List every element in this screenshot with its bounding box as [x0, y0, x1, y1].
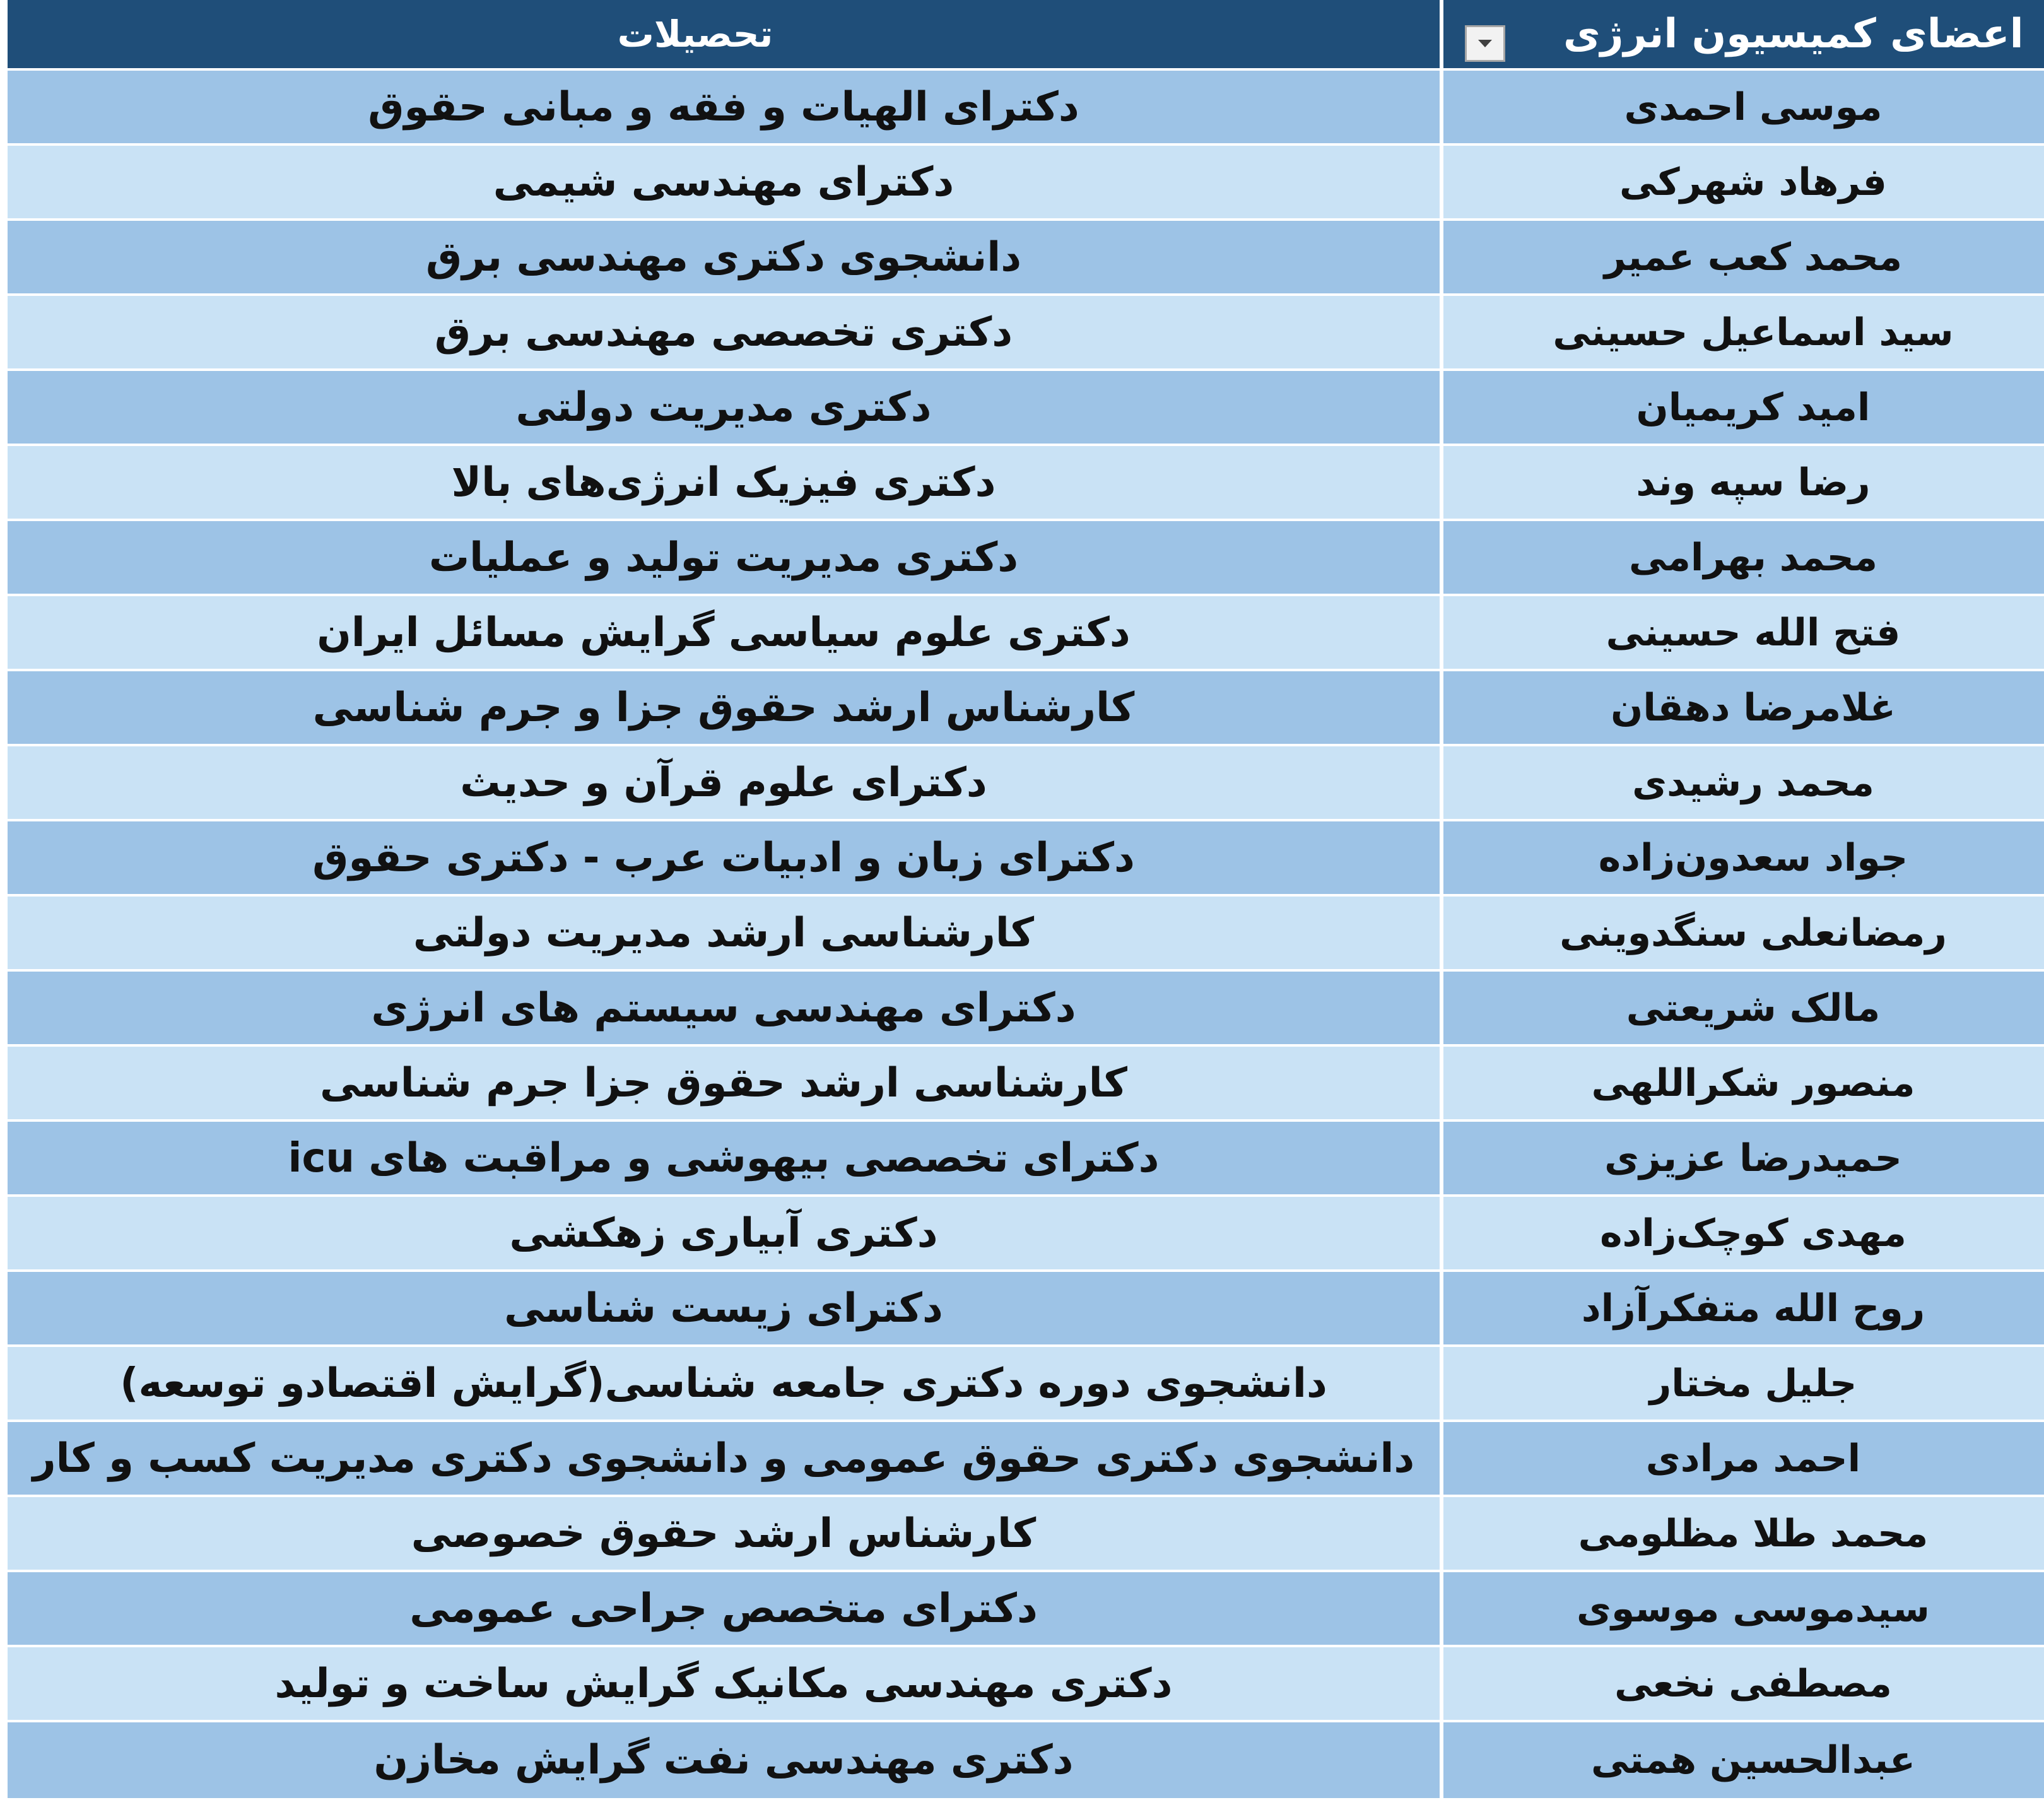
- education-cell[interactable]: دکتری تخصصی مهندسی برق: [434, 309, 1013, 356]
- table-row: [8, 1570, 2044, 1645]
- education-cell[interactable]: دکتری مهندسی مکانیک گرایش ساخت و تولید: [274, 1660, 1173, 1707]
- education-cell[interactable]: دکترای مهندسی سیستم های انرژی: [371, 984, 1076, 1032]
- table-row: [8, 1645, 2044, 1720]
- education-cell[interactable]: دکترای زیست شناسی: [504, 1285, 943, 1332]
- member-name-cell[interactable]: محمد کعب عمیر: [1440, 221, 2044, 293]
- member-name-cell[interactable]: محمد بهرامی: [1440, 521, 2044, 594]
- table-row: [8, 1194, 2044, 1269]
- table-row: [8, 1420, 2044, 1495]
- education-cell[interactable]: دکترای مهندسی شیمی: [493, 158, 954, 206]
- education-cell[interactable]: دکترای زبان و ادبیات عرب - دکتری حقوق: [312, 834, 1135, 881]
- member-name-cell[interactable]: روح الله متفکرآزاد: [1440, 1272, 2044, 1344]
- dropdown-arrow-icon: [1477, 38, 1493, 49]
- table-row: [8, 143, 2044, 218]
- member-name-cell[interactable]: مصطفی نخعی: [1440, 1647, 2044, 1720]
- member-name-cell[interactable]: غلامرضا دهقان: [1440, 671, 2044, 744]
- table-row: [8, 594, 2044, 669]
- table-row: [8, 894, 2044, 969]
- table-row: [8, 1044, 2044, 1119]
- member-name-cell[interactable]: مهدی کوچک‌زاده: [1440, 1197, 2044, 1269]
- table-row: [8, 68, 2044, 143]
- education-cell[interactable]: کارشناس ارشد حقوق خصوصی: [411, 1510, 1037, 1557]
- education-cell[interactable]: کارشناس ارشد حقوق جزا و جرم شناسی: [312, 684, 1135, 731]
- member-name-cell[interactable]: رضا سپه وند: [1440, 446, 2044, 519]
- education-column-label: تحصیلات: [617, 13, 773, 56]
- table-row: [8, 969, 2044, 1044]
- table-row: [8, 444, 2044, 519]
- education-cell[interactable]: دکتری آبیاری زهکشی: [509, 1209, 938, 1257]
- member-name-cell[interactable]: امید کریمیان: [1440, 371, 2044, 444]
- member-name-cell[interactable]: جلیل مختار: [1440, 1347, 2044, 1420]
- table-header: [8, 0, 2044, 68]
- education-cell[interactable]: دکتری فیزیک انرژی‌های بالا: [451, 459, 996, 506]
- table-row: [8, 1720, 2044, 1798]
- member-name-cell[interactable]: منصور شکراللهی: [1440, 1047, 2044, 1119]
- education-cell[interactable]: دکتری مهندسی نفت گرایش مخازن: [373, 1737, 1074, 1784]
- education-cell[interactable]: دانشجوی دکتری حقوق عمومی و دانشجوی دکتری مدیریت کسب و کار: [32, 1435, 1415, 1482]
- table-row: [8, 1269, 2044, 1344]
- member-name-cell[interactable]: احمد مرادی: [1440, 1422, 2044, 1495]
- member-name-cell[interactable]: رمضانعلی سنگدوینی: [1440, 897, 2044, 969]
- table-row: [8, 293, 2044, 368]
- education-cell[interactable]: دانشجوی دکتری مهندسی برق: [425, 233, 1022, 281]
- education-cell[interactable]: کارشناسی ارشد حقوق جزا جرم شناسی: [320, 1059, 1127, 1107]
- member-name-cell[interactable]: حمیدرضا عزیزی: [1440, 1122, 2044, 1194]
- table-row: [8, 819, 2044, 894]
- education-cell[interactable]: دانشجوی دوره دکتری جامعه شناسی(گرایش اقتصادو توسعه): [120, 1360, 1327, 1407]
- table-row: [8, 1344, 2044, 1420]
- table-row: [8, 744, 2044, 819]
- member-name-cell[interactable]: فتح الله حسینی: [1440, 596, 2044, 669]
- table-row: [8, 669, 2044, 744]
- member-name-cell[interactable]: موسی احمدی: [1440, 71, 2044, 143]
- table-row: [8, 1495, 2044, 1570]
- filter-dropdown-button[interactable]: [1465, 25, 1505, 62]
- member-name-cell[interactable]: فرهاد شهرکی: [1440, 146, 2044, 218]
- member-name-cell[interactable]: مالک شریعتی: [1440, 972, 2044, 1044]
- table-row: [8, 1119, 2044, 1194]
- member-name-cell[interactable]: محمد طلا مظلومی: [1440, 1497, 2044, 1570]
- member-name-cell[interactable]: سیدموسی موسوی: [1440, 1572, 2044, 1645]
- table-row: [8, 519, 2044, 594]
- education-cell[interactable]: دکترای تخصصی بیهوشی و مراقبت های icu: [288, 1134, 1160, 1182]
- member-name-cell[interactable]: سید اسماعیل حسینی: [1440, 296, 2044, 368]
- education-cell[interactable]: دکترای الهیات و فقه و مبانی حقوق: [368, 83, 1079, 131]
- name-column-header: [1440, 0, 2044, 68]
- education-cell[interactable]: دکترای علوم قرآن و حدیث: [460, 759, 987, 806]
- member-name-cell[interactable]: عبدالحسین همتی: [1440, 1722, 2044, 1798]
- member-name-cell[interactable]: جواد سعدون‌زاده: [1440, 821, 2044, 894]
- name-column-label: اعضای کمیسیون انرژی: [1563, 11, 2024, 57]
- table-row: [8, 218, 2044, 293]
- education-cell[interactable]: دکتری علوم سیاسی گرایش مسائل ایران: [317, 609, 1131, 656]
- education-cell[interactable]: دکترای متخصص جراحی عمومی: [409, 1585, 1038, 1632]
- member-name-cell[interactable]: محمد رشیدی: [1440, 746, 2044, 819]
- commission-table: [8, 0, 2044, 1817]
- table-row: [8, 368, 2044, 444]
- education-cell[interactable]: دکتری مدیریت تولید و عملیات: [428, 534, 1019, 581]
- table-body: [8, 68, 2044, 1798]
- education-column-header: [8, 0, 1440, 68]
- education-cell[interactable]: کارشناسی ارشد مدیریت دولتی: [413, 909, 1035, 956]
- education-cell[interactable]: دکتری مدیریت دولتی: [515, 384, 932, 431]
